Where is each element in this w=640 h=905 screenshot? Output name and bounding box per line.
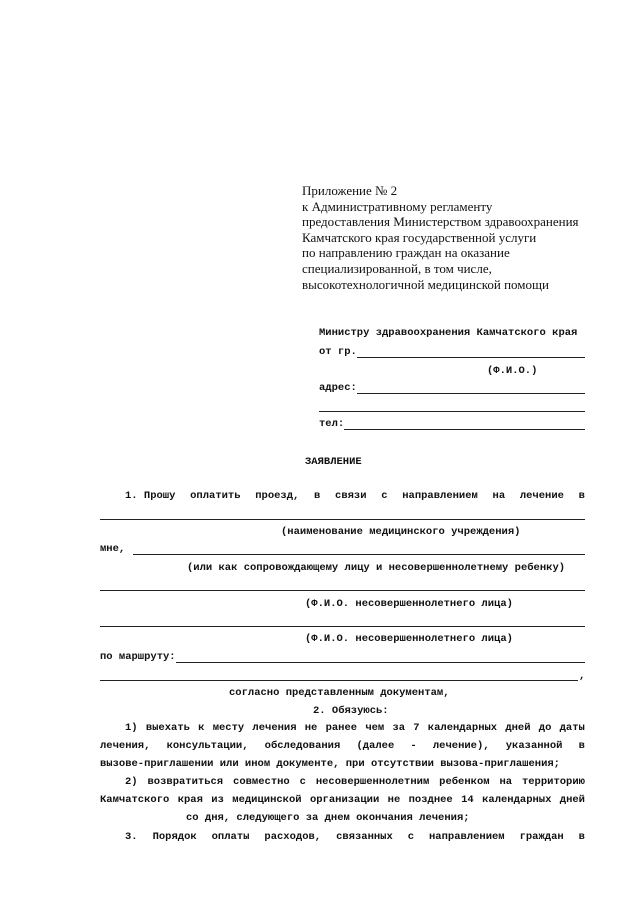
appendix-line: специализированной, в том числе, — [302, 260, 492, 276]
from-name-field[interactable] — [357, 357, 585, 358]
phone-field[interactable] — [344, 429, 585, 430]
me-label: мне, — [100, 543, 126, 555]
from-label: от гр. — [319, 346, 357, 358]
appendix-line: высокотехнологичной медицинской помощи — [302, 276, 549, 292]
item-2-line-3: со дня, следующего за днем окончания лечения; — [186, 812, 470, 824]
obligations-title: 2. Обязуюсь: — [313, 705, 389, 717]
address-label: адрес: — [319, 382, 357, 394]
fio-hint: (Ф.И.О.) — [487, 365, 538, 377]
minor-hint-2: (Ф.И.О. несовершеннолетнего лица) — [305, 633, 513, 645]
documents-text: согласно представленным документам, — [229, 687, 450, 699]
escort-hint: (или как сопровождающему лицу и несовершеннолетнему ребенку) — [187, 562, 566, 574]
minor-name-field-2[interactable] — [100, 626, 585, 627]
paragraph-1-line: 1. Прошу оплатить проезд, в связи с направлением на лечение в — [125, 490, 585, 502]
appendix-line: к Административному регламенту — [302, 198, 493, 214]
route-comma: , — [579, 670, 586, 682]
form-title: ЗАЯВЛЕНИЕ — [305, 456, 362, 468]
institution-hint: (наименование медицинского учреждения) — [281, 526, 521, 538]
item-1-line-3: вызове-приглашении или ином документе, при отсутствии вызова-приглашения; — [100, 758, 560, 770]
item-2-line-2: Камчатского края из медицинской организации не позднее 14 календарных дней — [100, 794, 585, 806]
item-1-line-2: лечения, консультации, обследования (далее - лечение), указанной в — [100, 740, 585, 752]
item-3-line-1: 3. Порядок оплаты расходов, связанных с направлением граждан в — [125, 831, 585, 843]
route-field-2[interactable] — [100, 680, 578, 681]
appendix-line: предоставления Министерством здравоохранения — [302, 214, 579, 230]
minor-name-field-1[interactable] — [100, 590, 585, 591]
address-field-2[interactable] — [319, 411, 585, 412]
item-1-line-1: 1) выехать к месту лечения не ранее чем за 7 календарных дней до даты — [125, 722, 585, 734]
route-field[interactable] — [176, 662, 585, 663]
minor-hint-1: (Ф.И.О. несовершеннолетнего лица) — [305, 598, 513, 610]
address-field[interactable] — [357, 393, 585, 394]
appendix-line: по направлению граждан на оказание — [302, 245, 510, 261]
route-label: по маршруту: — [100, 651, 176, 663]
appendix-line: Камчатского края государственной услуги — [302, 229, 537, 245]
appendix-header — [302, 183, 579, 292]
institution-field[interactable] — [100, 519, 585, 520]
item-2-line-1: 2) возвратиться совместно с несовершеннолетним ребенком на территорию — [125, 776, 585, 788]
appendix-line: Приложение № 2 — [302, 183, 398, 198]
recipient-field[interactable] — [133, 554, 585, 555]
addressee-to: Министру здравоохранения Камчатского края — [319, 327, 578, 339]
phone-label: тел: — [319, 418, 345, 430]
